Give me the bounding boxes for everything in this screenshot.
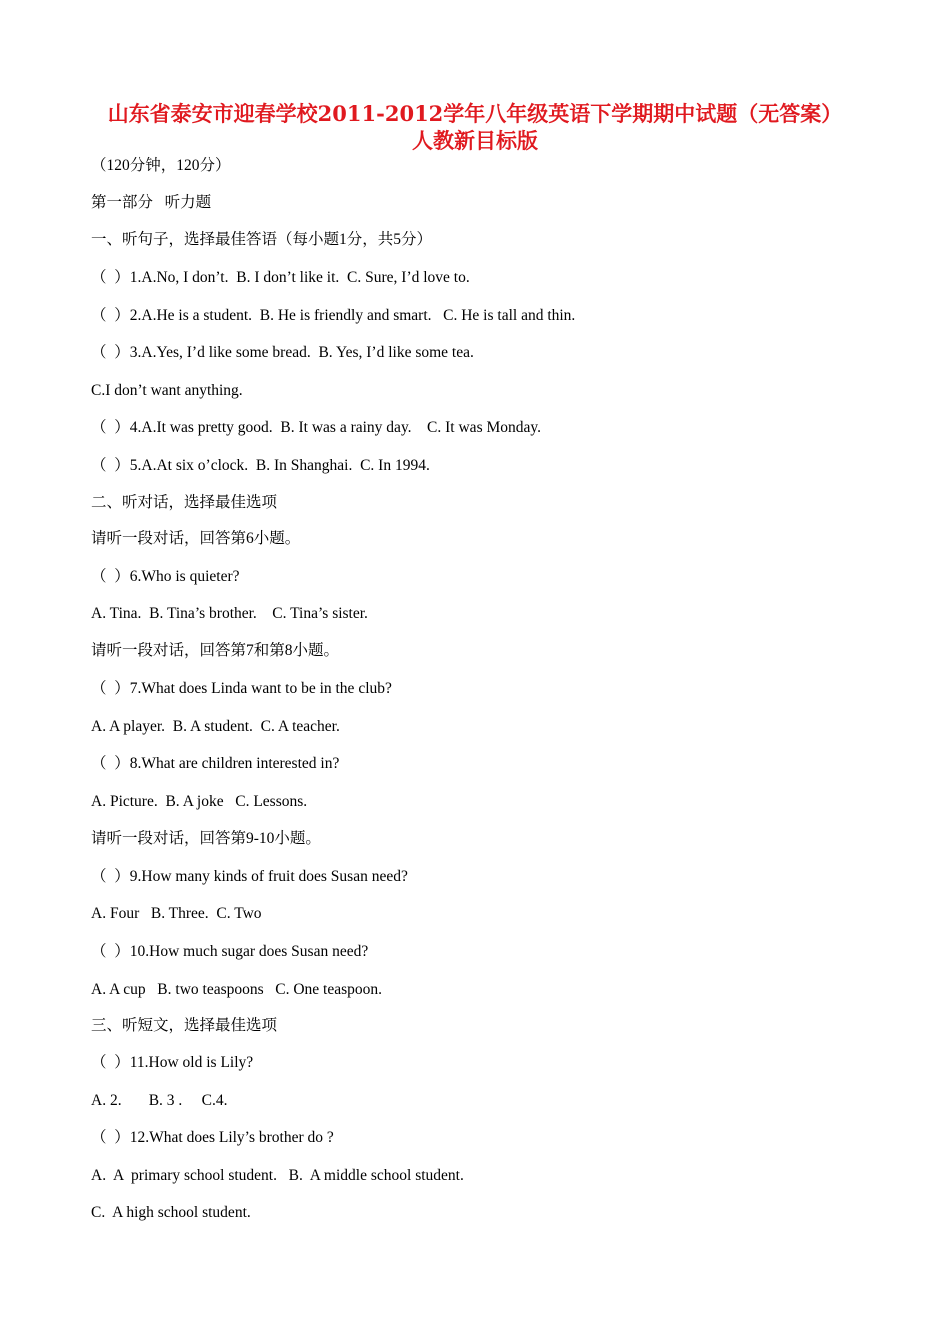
question-line: （ ）10.How much sugar does Susan need?: [91, 943, 369, 960]
question-line: （ ）2.A.He is a student. B. He is friendly and smart. C. He is tall and thin.: [91, 307, 576, 324]
instruction-line: 请听一段对话，回答第9-10小题。: [91, 830, 321, 847]
section-heading: 三、听短文，选择最佳选项: [91, 1017, 278, 1034]
option-line: A. Tina. B. Tina’s brother. C. Tina’s sister.: [91, 605, 368, 622]
question-line: （ ）6.Who is quieter?: [91, 568, 240, 585]
option-line: A. 2. B. 3 . C.4.: [91, 1092, 228, 1109]
section-heading: 二、听对话，选择最佳选项: [91, 494, 278, 511]
instruction-line: 请听一段对话，回答第6小题。: [91, 530, 301, 547]
document-title-line-1: 山东省泰安市迎春学校2011-2012学年八年级英语下学期期中试题（无答案）: [107, 101, 843, 126]
option-line: C. A high school student.: [91, 1204, 251, 1221]
part-heading: 第一部分 听力题: [91, 194, 212, 211]
question-line: （ ）9.How many kinds of fruit does Susan need?: [91, 868, 408, 885]
instruction-line: 请听一段对话，回答第7和第8小题。: [91, 642, 340, 659]
question-line: （ ）3.A.Yes, I’d like some bread. B. Yes, I’d like some tea.: [91, 344, 474, 361]
question-line: （ ）5.A.At six o’clock. B. In Shanghai. C. In 1994.: [91, 457, 430, 474]
exam-duration-score: （120分钟，120分）: [91, 157, 231, 174]
option-line: A. Four B. Three. C. Two: [91, 905, 262, 922]
question-line: （ ）8.What are children interested in?: [91, 755, 340, 772]
option-line: C.I don’t want anything.: [91, 382, 243, 399]
question-line: （ ）12.What does Lily’s brother do ?: [91, 1129, 334, 1146]
question-line: （ ）4.A.It was pretty good. B. It was a rainy day. C. It was Monday.: [91, 419, 541, 436]
question-line: （ ）11.How old is Lily?: [91, 1054, 254, 1071]
option-line: A. A primary school student. B. A middle school student.: [91, 1167, 464, 1184]
section-heading: 一、听句子，选择最佳答语（每小题1分，共5分）: [91, 231, 433, 248]
option-line: A. A player. B. A student. C. A teacher.: [91, 718, 340, 735]
document-title-line-2: 人教新目标版: [412, 128, 538, 153]
question-line: （ ）1.A.No, I don’t. B. I don’t like it. C. Sure, I’d love to.: [91, 269, 470, 286]
option-line: A. A cup B. two teaspoons C. One teaspoon.: [91, 981, 383, 998]
question-line: （ ）7.What does Linda want to be in the club?: [91, 680, 392, 697]
option-line: A. Picture. B. A joke C. Lessons.: [91, 793, 308, 810]
